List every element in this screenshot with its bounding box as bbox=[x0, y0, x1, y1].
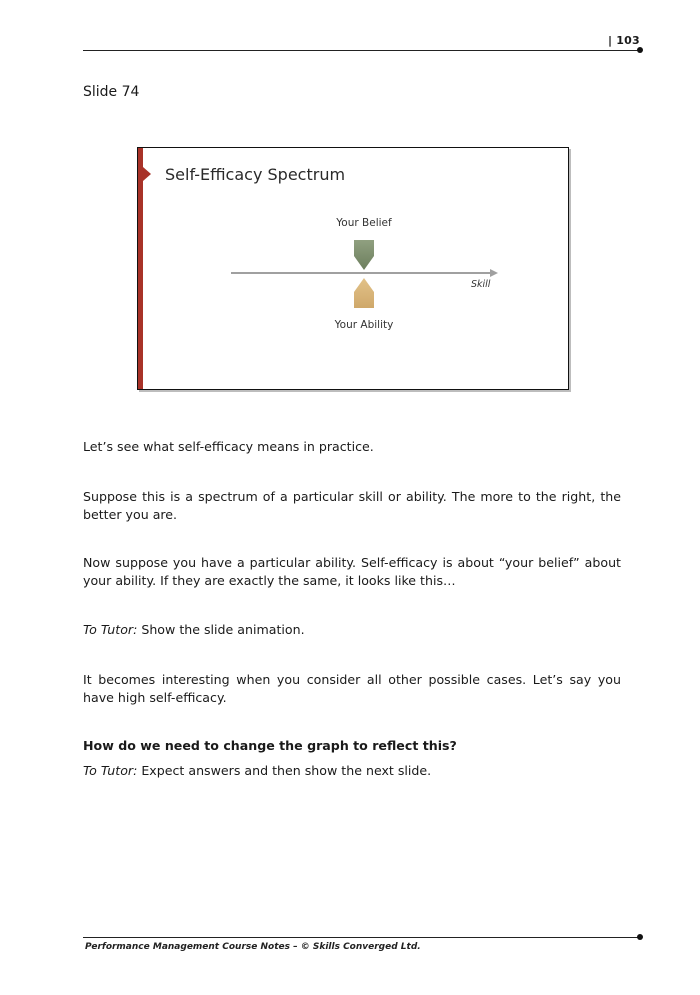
belief-label: Your Belief bbox=[336, 217, 392, 229]
question-text: How do we need to change the graph to reflect this? bbox=[83, 738, 457, 753]
header-rule bbox=[83, 50, 639, 51]
footer-rule bbox=[83, 937, 639, 938]
skill-axis-label: Skill bbox=[471, 279, 491, 290]
ability-label: Your Ability bbox=[334, 319, 394, 331]
spectrum-diagram bbox=[138, 148, 568, 389]
tutor-note-text: Show the slide animation. bbox=[137, 622, 305, 637]
paragraph-intro: Let’s see what self-efficacy means in practice. bbox=[83, 439, 374, 454]
skill-axis-arrowhead bbox=[490, 269, 498, 277]
paragraph-spectrum: Suppose this is a spectrum of a particular skill or ability. The more to the right, the better you are. bbox=[83, 489, 621, 522]
footer-rule-dot bbox=[637, 934, 643, 940]
tutor-note-answers bbox=[83, 762, 621, 780]
paragraph-high-efficacy: It becomes interesting when you consider all other possible cases. Let’s say you have high self-efficacy. bbox=[83, 672, 621, 705]
question bbox=[83, 737, 621, 755]
tutor-note-prefix-2: To Tutor: bbox=[83, 763, 138, 778]
page-number: | 103 bbox=[608, 34, 640, 47]
ability-marker bbox=[354, 278, 374, 308]
tutor-note-prefix: To Tutor: bbox=[83, 622, 138, 637]
belief-marker bbox=[354, 240, 374, 270]
slide-label: Slide 74 bbox=[83, 84, 140, 100]
slide-title: Self-Efficacy Spectrum bbox=[165, 165, 346, 184]
footer-text: Performance Management Course Notes – © Skills Converged Ltd. bbox=[85, 942, 421, 952]
tutor-note-animation bbox=[83, 621, 621, 639]
tutor-note-text-2: Expect answers and then show the next slide. bbox=[137, 763, 432, 778]
paragraph-belief: Now suppose you have a particular ability. Self-efficacy is about “your belief” about your ability. If they are exactly the same, it looks like this… bbox=[83, 555, 621, 588]
header-rule-dot bbox=[637, 47, 643, 53]
slide-thumbnail bbox=[137, 147, 569, 390]
